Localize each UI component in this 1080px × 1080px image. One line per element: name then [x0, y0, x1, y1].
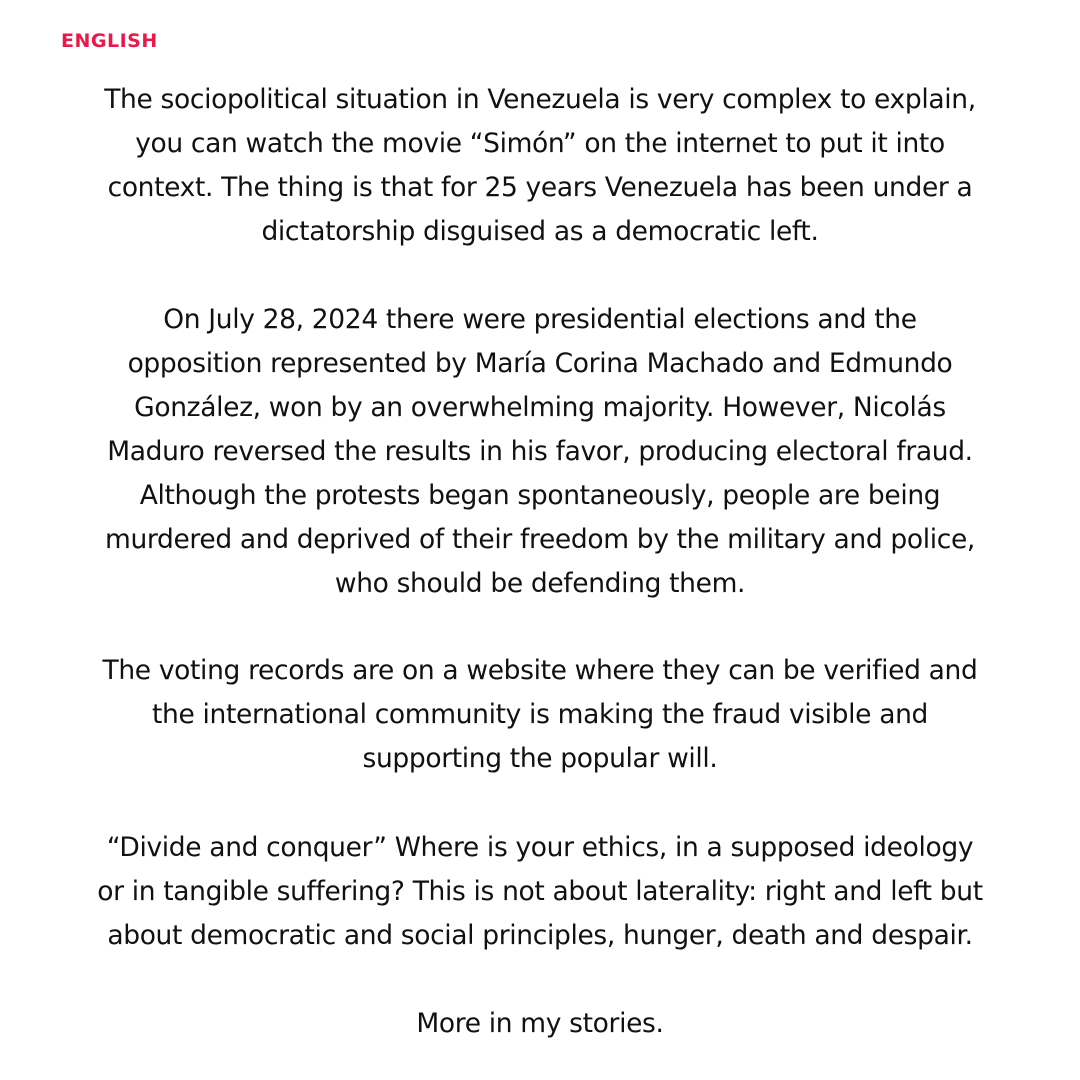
language-label: ENGLISH	[61, 30, 158, 52]
paragraph-voting-records: The voting records are on a website where they can be verified and the international community is making the fraud visible and supporting the popular will.	[102, 655, 978, 774]
paragraph-more-in-stories: More in my stories.	[416, 1008, 664, 1039]
paragraph-elections: On July 28, 2024 there were presidential elections and the opposition represented by María Corina Machado and Edmundo González, won by an overwhelming majority. However, Nicolás Maduro reversed the results in his favor, producing electoral fraud. Although the protests began spontaneously, people are being murdered and deprived of their freedom by the military and police, who should be defending them.	[104, 304, 975, 599]
paragraph-divide-and-conquer: “Divide and conquer” Where is your ethics, in a supposed ideology or in tangible suffering? This is not about laterality: right and left but about democratic and social principles, hunger, death and despair.	[97, 832, 983, 951]
paragraph-intro: The sociopolitical situation in Venezuela is very complex to explain, you can watch the movie “Simón” on the internet to put it into context. The thing is that for 25 years Venezuela has been under a dictatorship disguised as a democratic left.	[104, 84, 976, 247]
